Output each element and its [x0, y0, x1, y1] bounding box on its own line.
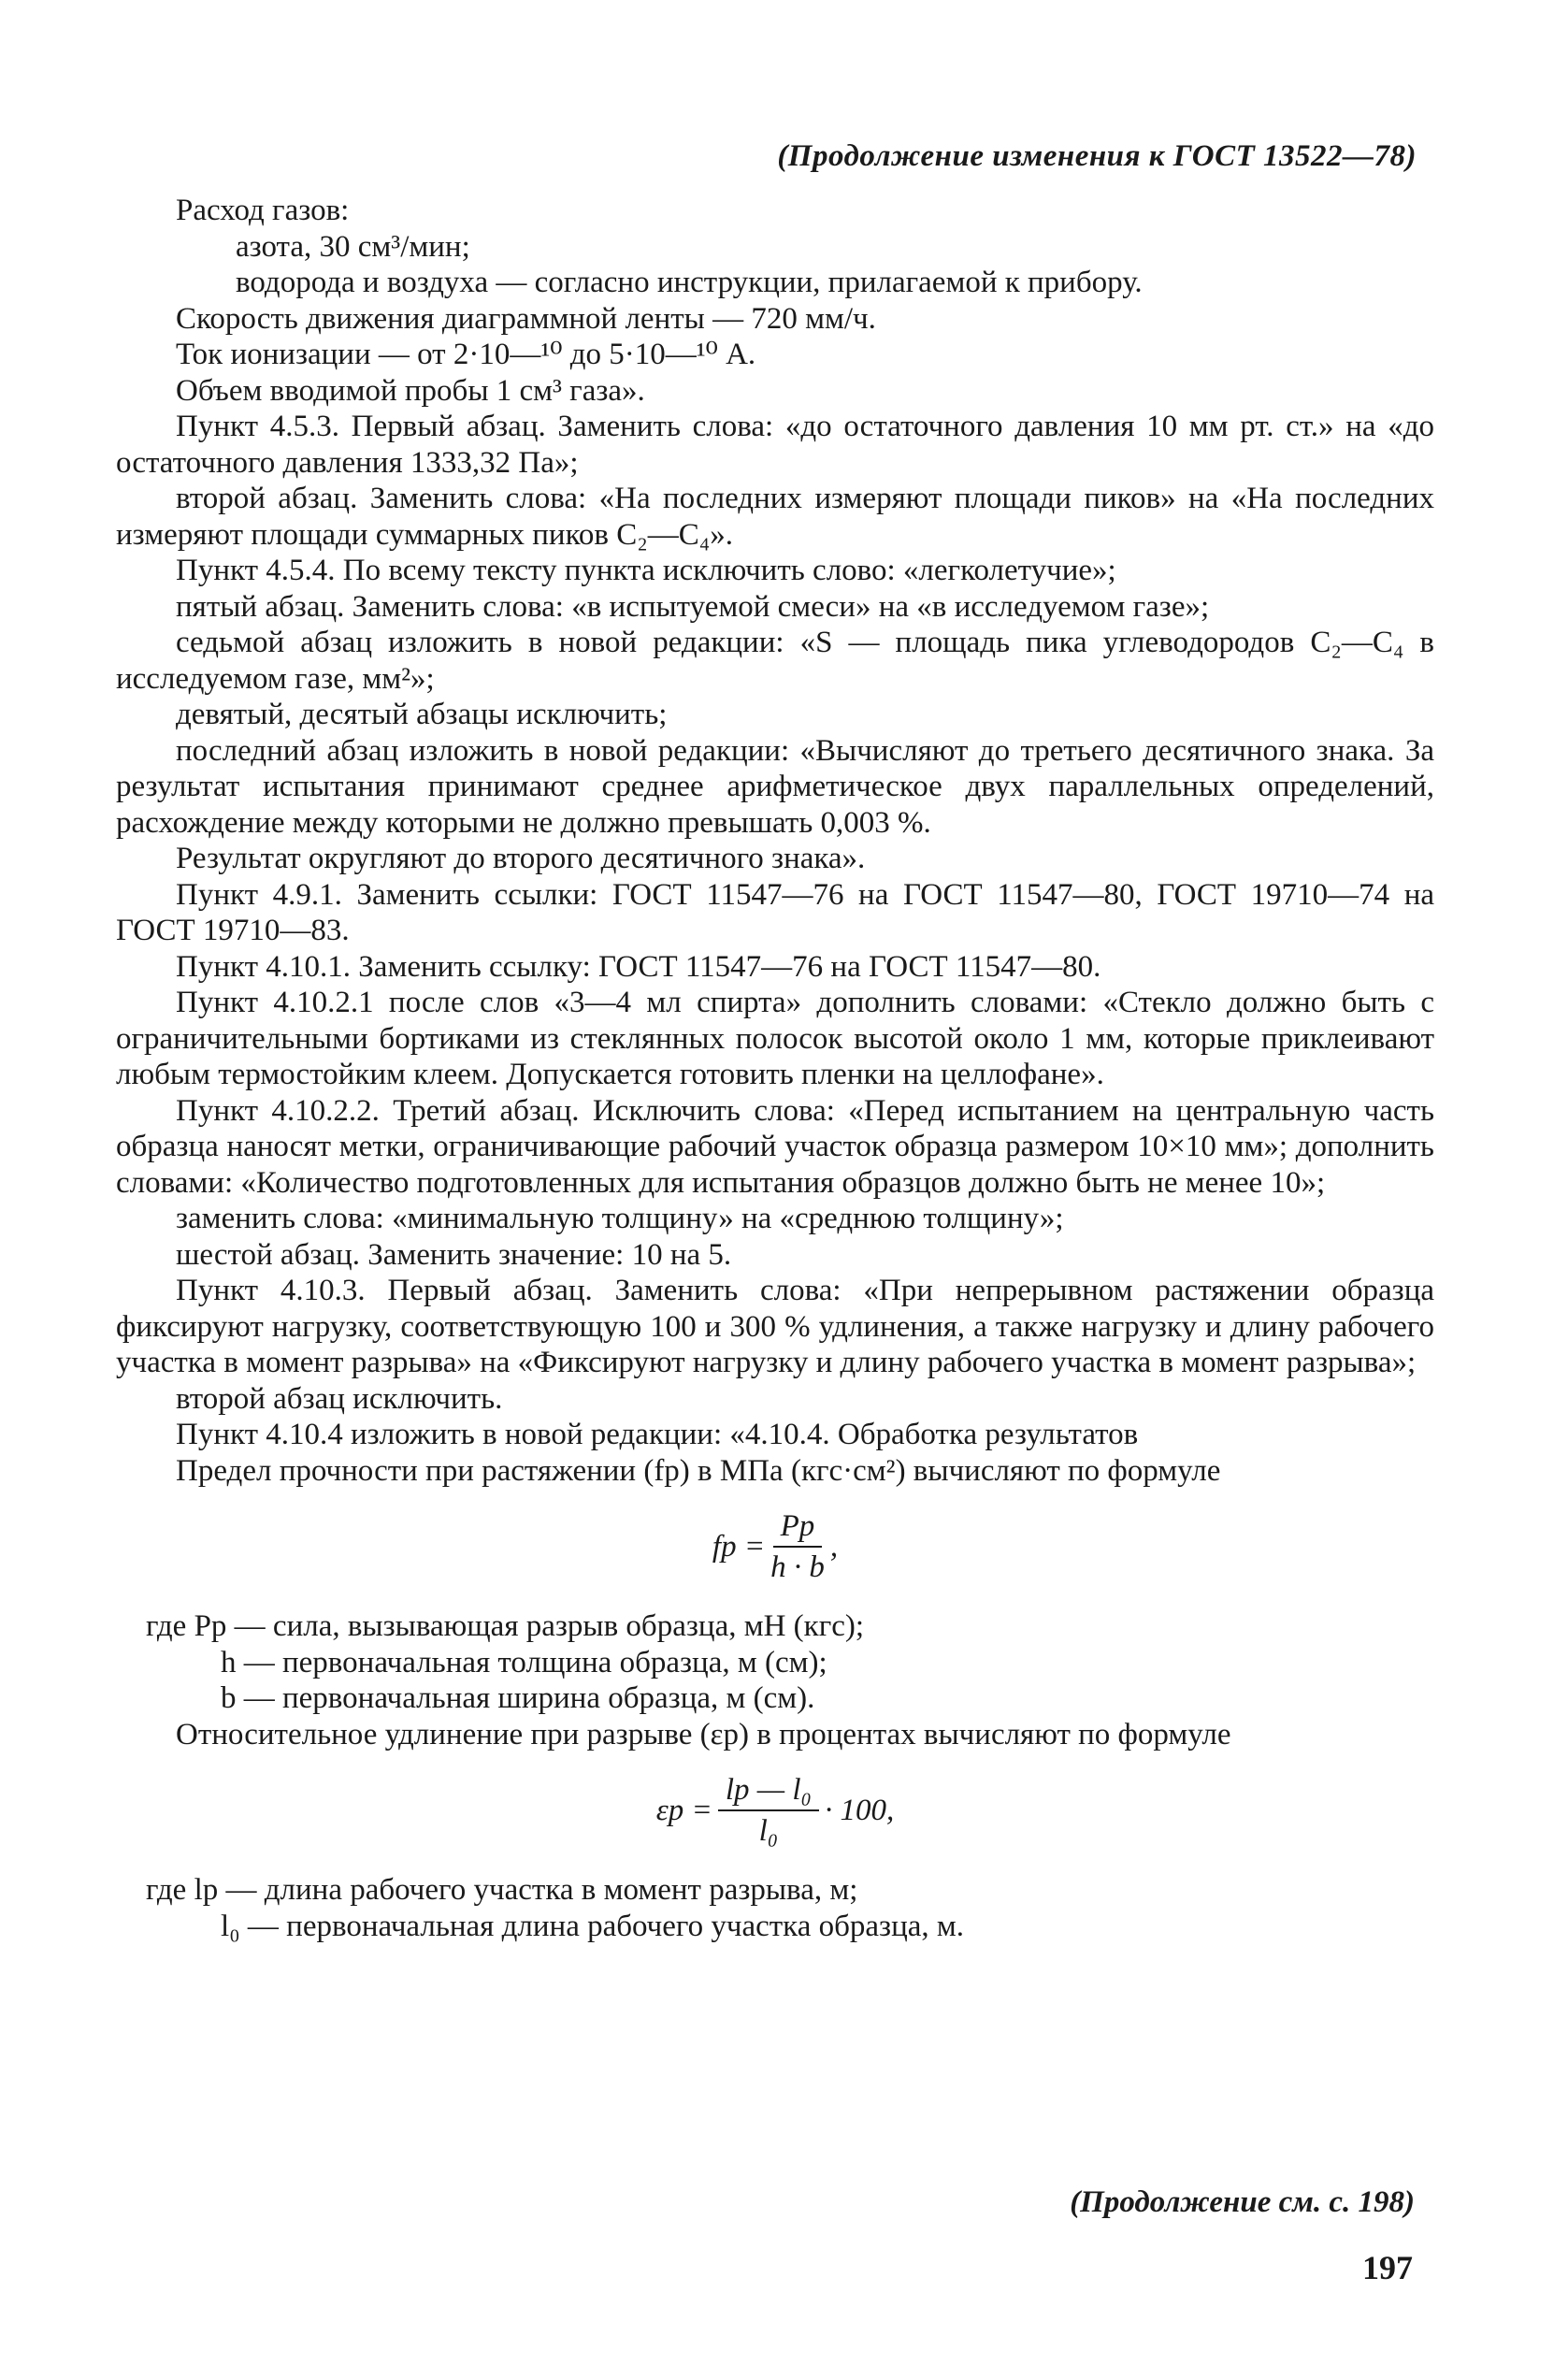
nitrogen-line: азота, 30 см³/мин;	[236, 229, 470, 264]
sample-volume-line: Объем вводимой пробы 1 см³ газа».	[176, 373, 645, 408]
formula-denominator: h · b	[770, 1550, 825, 1584]
paragraph-4-10-3: Пункт 4.10.3. Первый абзац. Заменить слова: «При непрерывном растяжении образца фиксируют нагрузку, соответствующую 100 и 300 % удлинения, а также нагрузку и длину рабочего участка в момент разрыва» на «Фиксируют нагрузку и длину рабочего участка в момент разрыва»;	[116, 1274, 1434, 1379]
formula-numerator: Pр	[773, 1508, 823, 1549]
formula-fraction	[770, 1508, 825, 1586]
paragraph-rounding: Результат округляют до второго десятичного знака».	[176, 842, 866, 875]
ionization-current-line: Ток ионизации — от 2·10—¹⁰ до 5·10—¹⁰ А.	[176, 338, 756, 371]
hydrogen-air-line: водорода и воздуха — согласно инструкции, прилагаемой к прибору.	[236, 266, 1143, 299]
formula2-tail: · 100,	[824, 1793, 895, 1827]
formula-lhs: fр =	[712, 1529, 766, 1564]
where-initial-length: l₀ — первоначальная длина рабочего участка образца, м.	[221, 1909, 965, 1943]
formula2-lhs: εр =	[655, 1793, 712, 1827]
continuation-note: (Продолжение см. с. 198)	[1070, 2185, 1415, 2219]
paragraph-second-abzac: второй абзац. Заменить слова: «На последних измеряют площади пиков» на «На последних измеряют площади суммарных пиков C₂—C₄».	[116, 482, 1434, 552]
formula2-fraction	[718, 1772, 819, 1850]
paragraph-4-10-2-1: Пункт 4.10.2.1 после слов «3—4 мл спирта» дополнить словами: «Стекло должно быть с ограничительными бортиками из стеклянных полосок высотой около 1 мм, которые приклеивают любым термостойким клеем. Допускается готовить пленки на целлофане».	[116, 986, 1434, 1091]
paragraph-second-abzac-delete: второй абзац исключить.	[176, 1381, 503, 1416]
paragraph-4-5-3: Пункт 4.5.3. Первый абзац. Заменить слова: «до остаточного давления 10 мм рт. ст.» на «до остаточного давления 1333,32 Па»;	[116, 410, 1434, 480]
paragraph-sixth-abzac: шестой абзац. Заменить значение: 10 на 5.	[176, 1237, 732, 1272]
page-number: 197	[1362, 2249, 1413, 2286]
paragraph-tensile-strength: Предел прочности при растяжении (fр) в МПа (кгс·см²) вычисляют по формуле	[176, 1453, 1221, 1488]
paragraph-4-10-1: Пункт 4.10.1. Заменить ссылку: ГОСТ 11547—76 на ГОСТ 11547—80.	[176, 949, 1101, 984]
where-force: где Pр — сила, вызывающая разрыв образца, мН (кгс);	[146, 1609, 865, 1643]
running-header: (Продолжение изменения к ГОСТ 13522—78)	[777, 139, 1417, 173]
formula-tail: ,	[829, 1529, 839, 1564]
paragraph-last-abzac: последний абзац изложить в новой редакции: «Вычисляют до третьего десятичного знака. За результат испытания принимают среднее арифметическое двух параллельных определений, расхождение между которыми не должно превышать 0,003 %.	[116, 733, 1434, 840]
paragraph-4-10-2-2: Пункт 4.10.2.2. Третий абзац. Исключить слова: «Перед испытанием на центральную часть образца наносят метки, ограничивающие рабочий участок образца размером 10×10 мм»; дополнить словами: «Количество подготовленных для испытания образцов должно быть не менее 10»;	[116, 1093, 1434, 1200]
paragraph-seventh-abzac: седьмой абзац изложить в новой редакции: «S — площадь пика углеводородов C₂—C₄ в исследуемом газе, мм²»;	[116, 626, 1434, 696]
gas-flow-heading: Расход газов:	[176, 194, 350, 227]
paragraph-ninth-tenth: девятый, десятый абзацы исключить;	[176, 698, 668, 731]
where-working-length: где lр — длина рабочего участка в момент разрыва, м;	[146, 1873, 858, 1907]
where-thickness: h — первоначальная толщина образца, м (см);	[221, 1645, 827, 1679]
paragraph-4-9-1: Пункт 4.9.1. Заменить ссылки: ГОСТ 11547—76 на ГОСТ 11547—80, ГОСТ 19710—74 на ГОСТ 19710—83.	[116, 877, 1434, 947]
formula-tensile-strength	[116, 1502, 1434, 1592]
paragraph-4-5-4: Пункт 4.5.4. По всему тексту пункта исключить слово: «легколетучие»;	[176, 554, 1116, 587]
formula-elongation	[116, 1766, 1434, 1855]
paragraph-4-10-4: Пункт 4.10.4 изложить в новой редакции: «4.10.4. Обработка результатов	[176, 1418, 1139, 1451]
paragraph-elongation: Относительное удлинение при разрыве (εр) в процентах вычисляют по формуле	[176, 1717, 1231, 1751]
paragraph-replace-thickness: заменить слова: «минимальную толщину» на «среднюю толщину»;	[176, 1202, 1064, 1235]
formula2-denominator: l₀	[758, 1814, 779, 1848]
formula2-numerator: lр — l₀	[718, 1772, 819, 1812]
document-body	[116, 193, 1434, 1944]
where-width: b — первоначальная ширина образца, м (см).	[221, 1681, 815, 1715]
paragraph-fifth-abzac: пятый абзац. Заменить слова: «в испытуемой смеси» на «в исследуемом газе»;	[176, 589, 1210, 624]
chart-speed-line: Скорость движения диаграммной ленты — 720 мм/ч.	[176, 301, 876, 336]
